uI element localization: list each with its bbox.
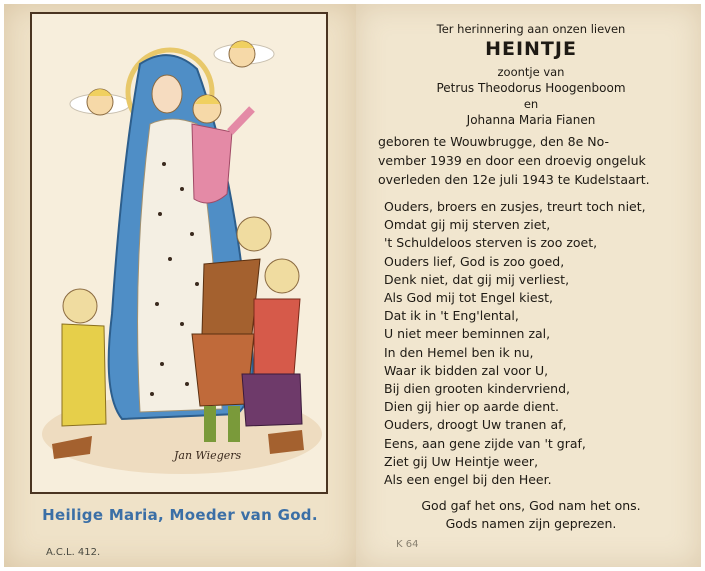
poem-line: Ouders lief, God is zoo goed,: [384, 253, 565, 269]
poem-line: Omdat gij mij sterven ziet,: [384, 217, 551, 233]
poem-line: Als God mij tot Engel kiest,: [384, 290, 553, 306]
poem-line: In den Hemel ben ik nu,: [384, 344, 534, 360]
intro-line: Ter herinnering aan onzen lieven: [436, 22, 626, 36]
print-code-right: K 64: [396, 539, 419, 550]
illustration-frame: [30, 12, 328, 494]
father-name: Petrus Theodorus Hoogenboom: [436, 81, 626, 95]
memorial-card: [4, 4, 701, 567]
print-code-left: A.C.L. 412.: [46, 547, 101, 558]
poem-line: Denk niet, dat gij mij verliest,: [384, 271, 570, 287]
deceased-name: HEINTJE: [485, 38, 577, 60]
poem-line: Eens, aan gene zijde van 't graf,: [384, 435, 586, 451]
birth-line: vember 1939 en door een droevig ongeluk: [378, 153, 646, 168]
poem-line: Ouders, broers en zusjes, treurt toch niet,: [384, 199, 646, 214]
poem-line: Dat ik in 't Eng'lental,: [384, 308, 519, 324]
left-panel: [4, 4, 356, 567]
poem-line: Ouders, droogt Uw tranen af,: [384, 417, 567, 433]
birth-line: overleden den 12e juli 1943 te Kudelstaart.: [378, 172, 650, 187]
poem-line: Ziet gij Uw Heintje weer,: [384, 453, 539, 469]
poem-line: Als een engel bij den Heer.: [384, 472, 552, 488]
artist-signature: Jan Wiegers: [174, 449, 242, 462]
right-panel: [356, 4, 701, 567]
birth-death-text: [378, 132, 684, 189]
poem-line: 't Schuldeloos sterven is zoo zoet,: [384, 235, 598, 251]
conjunction: en: [523, 97, 539, 111]
illustration-caption: Heilige Maria, Moeder van God.: [42, 506, 318, 524]
relation-line: zoontje van: [497, 65, 565, 79]
poem-line: Dien gij hier op aarde dient.: [384, 399, 560, 415]
poem-line: Waar ik bidden zal voor U,: [384, 362, 549, 378]
poem: [378, 198, 684, 489]
madonna-illustration: [32, 14, 326, 492]
poem-line: U niet meer beminnen zal,: [384, 326, 551, 342]
closing-line: God gaf het ons, God nam het ons.: [421, 498, 641, 514]
poem-line: Bij dien grooten kindervriend,: [384, 381, 570, 397]
closing-line: Gods namen zijn geprezen.: [445, 516, 617, 532]
birth-line: geboren te Wouwbrugge, den 8e No-: [378, 134, 610, 149]
memorial-text: [378, 18, 684, 533]
mother-name: Johanna Maria Fianen: [466, 113, 596, 127]
closing-text: [378, 497, 684, 533]
